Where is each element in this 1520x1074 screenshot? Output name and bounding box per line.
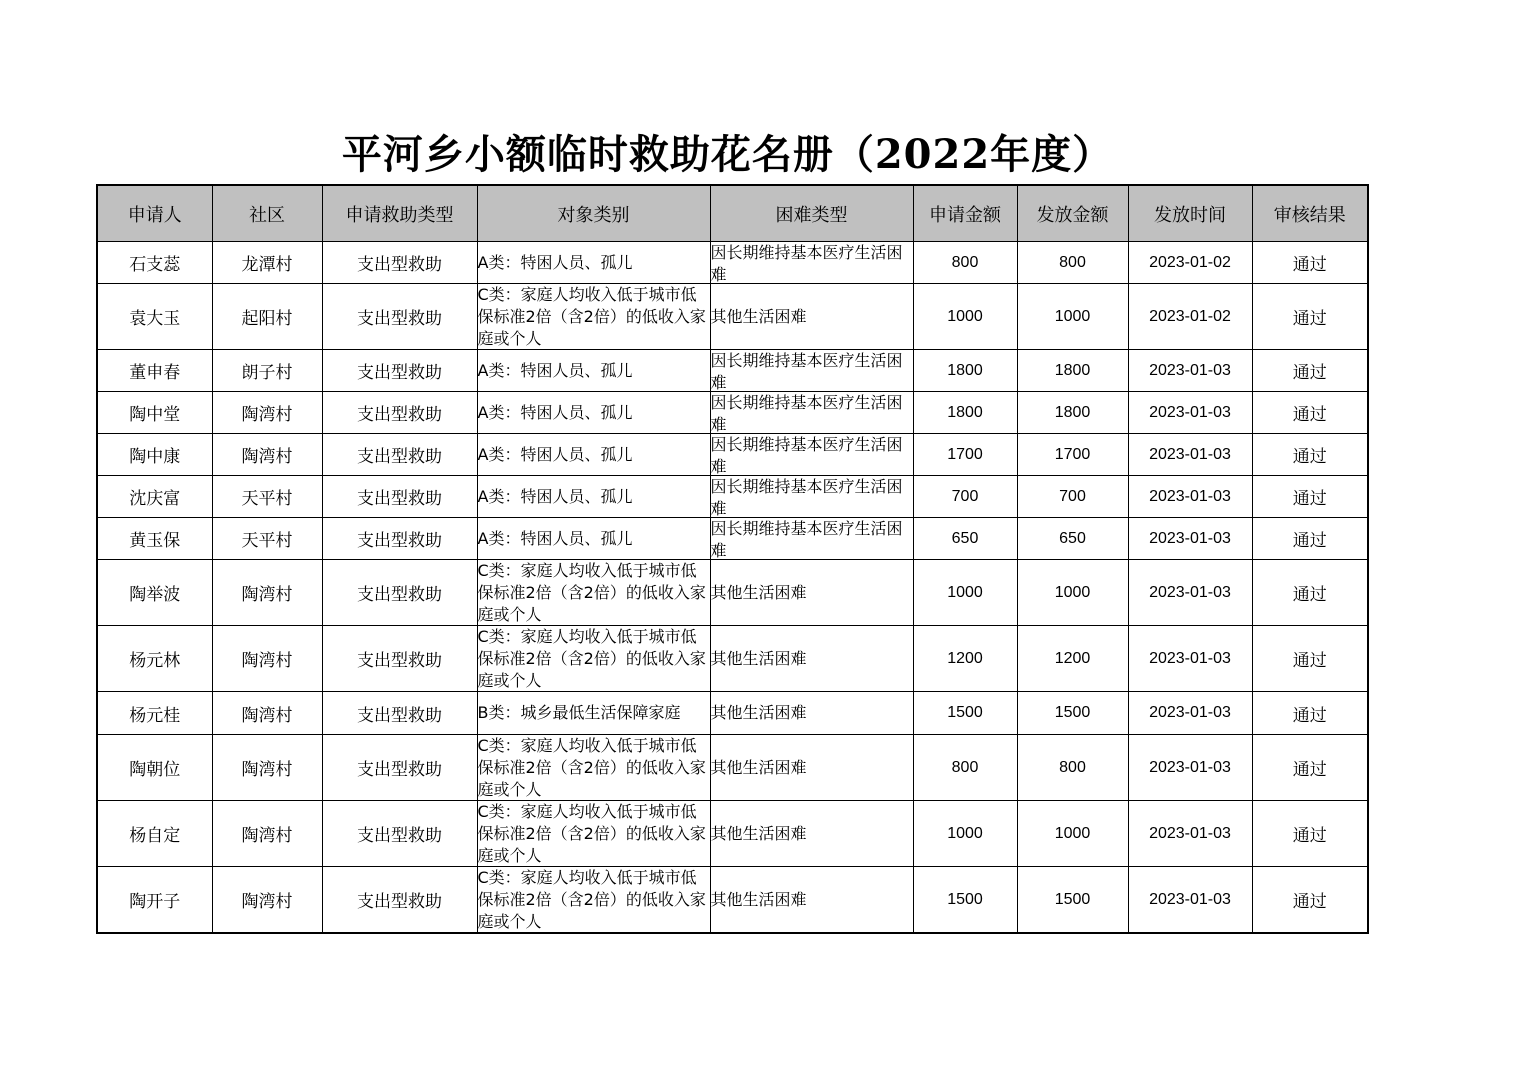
- cell-applicant: 黄玉保: [97, 518, 212, 560]
- cell-community: 陶湾村: [212, 735, 322, 801]
- cell-applicant: 袁大玉: [97, 284, 212, 350]
- cell-paid-amount: 1000: [1017, 560, 1128, 626]
- table-row: [97, 242, 1368, 284]
- cell-category-text: C类：家庭人均收入低于城市低保标准2倍（含2倍）的低收入家庭或个人: [477, 285, 706, 348]
- cell-difficulty: [710, 692, 913, 735]
- cell-difficulty: [710, 518, 913, 560]
- cell-review-result: 通过: [1252, 735, 1368, 801]
- cell-community: 龙潭村: [212, 242, 322, 284]
- cell-difficulty-text: 其他生活困难: [710, 823, 807, 843]
- cell-category-text: C类：家庭人均收入低于城市低保标准2倍（含2倍）的低收入家庭或个人: [477, 561, 706, 624]
- cell-category: [477, 735, 710, 801]
- cell-category: [477, 692, 710, 735]
- cell-review-result: 通过: [1252, 518, 1368, 560]
- header-review-result: 审核结果: [1252, 185, 1368, 242]
- cell-applied-amount: 650: [913, 518, 1017, 560]
- cell-aid-type: 支出型救助: [322, 626, 477, 692]
- cell-review-result: 通过: [1252, 626, 1368, 692]
- cell-category-text: A类：特困人员、孤儿: [477, 486, 633, 506]
- cell-aid-type: 支出型救助: [322, 434, 477, 476]
- relief-roster-table: [96, 184, 1369, 934]
- cell-paid-amount: 800: [1017, 242, 1128, 284]
- cell-difficulty-text: 其他生活困难: [710, 889, 807, 909]
- cell-review-result: 通过: [1252, 434, 1368, 476]
- cell-difficulty-text: 其他生活困难: [710, 757, 807, 777]
- cell-paid-amount: 1500: [1017, 692, 1128, 735]
- cell-difficulty: [710, 867, 913, 934]
- cell-aid-type: 支出型救助: [322, 560, 477, 626]
- cell-community: 陶湾村: [212, 692, 322, 735]
- cell-category: [477, 476, 710, 518]
- cell-review-result: 通过: [1252, 392, 1368, 434]
- cell-community: 陶湾村: [212, 434, 322, 476]
- cell-paid-date: 2023-01-03: [1128, 392, 1252, 434]
- cell-category: [477, 392, 710, 434]
- cell-difficulty: [710, 242, 913, 284]
- table-row: [97, 434, 1368, 476]
- cell-community: 陶湾村: [212, 801, 322, 867]
- header-category: 对象类别: [477, 185, 710, 242]
- cell-paid-date: 2023-01-03: [1128, 867, 1252, 934]
- cell-aid-type: 支出型救助: [322, 284, 477, 350]
- cell-paid-amount: 1800: [1017, 392, 1128, 434]
- cell-applicant: 陶中康: [97, 434, 212, 476]
- cell-applied-amount: 800: [913, 242, 1017, 284]
- header-community: 社区: [212, 185, 322, 242]
- header-paid-amount: 发放金额: [1017, 185, 1128, 242]
- cell-applied-amount: 1000: [913, 284, 1017, 350]
- cell-paid-date: 2023-01-03: [1128, 735, 1252, 801]
- table-row: [97, 560, 1368, 626]
- cell-applicant: 董申春: [97, 350, 212, 392]
- cell-category: [477, 801, 710, 867]
- cell-applicant: 杨自定: [97, 801, 212, 867]
- cell-category-text: A类：特困人员、孤儿: [477, 252, 633, 272]
- cell-difficulty-text: 因长期维持基本医疗生活困难: [710, 243, 903, 283]
- cell-applied-amount: 1000: [913, 801, 1017, 867]
- cell-review-result: 通过: [1252, 350, 1368, 392]
- cell-applied-amount: 1700: [913, 434, 1017, 476]
- table-row: [97, 350, 1368, 392]
- cell-aid-type: 支出型救助: [322, 867, 477, 934]
- cell-review-result: 通过: [1252, 867, 1368, 934]
- cell-review-result: 通过: [1252, 476, 1368, 518]
- cell-review-result: 通过: [1252, 284, 1368, 350]
- table-row: [97, 518, 1368, 560]
- cell-community: 天平村: [212, 476, 322, 518]
- cell-difficulty-text: 其他生活困难: [710, 648, 807, 668]
- cell-paid-amount: 1700: [1017, 434, 1128, 476]
- cell-applied-amount: 800: [913, 735, 1017, 801]
- cell-category: [477, 350, 710, 392]
- cell-review-result: 通过: [1252, 801, 1368, 867]
- cell-difficulty: [710, 560, 913, 626]
- cell-category: [477, 284, 710, 350]
- cell-difficulty: [710, 476, 913, 518]
- cell-applied-amount: 1800: [913, 392, 1017, 434]
- cell-paid-date: 2023-01-03: [1128, 476, 1252, 518]
- cell-applied-amount: 1800: [913, 350, 1017, 392]
- cell-applicant: 石支蕊: [97, 242, 212, 284]
- cell-category-text: C类：家庭人均收入低于城市低保标准2倍（含2倍）的低收入家庭或个人: [477, 802, 706, 865]
- cell-applied-amount: 1200: [913, 626, 1017, 692]
- cell-category-text: C类：家庭人均收入低于城市低保标准2倍（含2倍）的低收入家庭或个人: [477, 868, 706, 931]
- cell-applicant: 陶开子: [97, 867, 212, 934]
- cell-paid-amount: 1000: [1017, 284, 1128, 350]
- cell-difficulty: [710, 434, 913, 476]
- cell-category: [477, 518, 710, 560]
- cell-paid-date: 2023-01-02: [1128, 242, 1252, 284]
- table-header-row: [97, 185, 1368, 242]
- cell-category-text: C类：家庭人均收入低于城市低保标准2倍（含2倍）的低收入家庭或个人: [477, 627, 706, 690]
- cell-difficulty: [710, 801, 913, 867]
- cell-applied-amount: 700: [913, 476, 1017, 518]
- header-difficulty: 困难类型: [710, 185, 913, 242]
- cell-applicant: 杨元林: [97, 626, 212, 692]
- cell-category-text: C类：家庭人均收入低于城市低保标准2倍（含2倍）的低收入家庭或个人: [477, 736, 706, 799]
- cell-category-text: A类：特困人员、孤儿: [477, 528, 633, 548]
- cell-paid-date: 2023-01-03: [1128, 350, 1252, 392]
- cell-aid-type: 支出型救助: [322, 801, 477, 867]
- cell-review-result: 通过: [1252, 560, 1368, 626]
- cell-difficulty: [710, 735, 913, 801]
- cell-paid-date: 2023-01-03: [1128, 692, 1252, 735]
- cell-applicant: 陶举波: [97, 560, 212, 626]
- page-title: 平河乡小额临时救助花名册（2022年度）: [341, 131, 1114, 178]
- cell-category: [477, 560, 710, 626]
- cell-difficulty-text: 其他生活困难: [710, 582, 807, 602]
- cell-review-result: 通过: [1252, 242, 1368, 284]
- cell-paid-date: 2023-01-03: [1128, 518, 1252, 560]
- cell-applicant: 陶朝位: [97, 735, 212, 801]
- cell-aid-type: 支出型救助: [322, 350, 477, 392]
- header-applicant: 申请人: [97, 185, 212, 242]
- cell-category: [477, 434, 710, 476]
- cell-paid-date: 2023-01-02: [1128, 284, 1252, 350]
- cell-difficulty-text: 因长期维持基本医疗生活困难: [710, 393, 903, 433]
- cell-aid-type: 支出型救助: [322, 735, 477, 801]
- cell-difficulty: [710, 284, 913, 350]
- table-row: [97, 392, 1368, 434]
- cell-community: 起阳村: [212, 284, 322, 350]
- cell-paid-date: 2023-01-03: [1128, 434, 1252, 476]
- table-row: [97, 626, 1368, 692]
- cell-applicant: 沈庆富: [97, 476, 212, 518]
- cell-aid-type: 支出型救助: [322, 242, 477, 284]
- cell-difficulty-text: 因长期维持基本医疗生活困难: [710, 477, 903, 517]
- cell-difficulty: [710, 350, 913, 392]
- cell-aid-type: 支出型救助: [322, 476, 477, 518]
- cell-paid-amount: 1500: [1017, 867, 1128, 934]
- cell-paid-amount: 1000: [1017, 801, 1128, 867]
- header-aid-type: 申请救助类型: [322, 185, 477, 242]
- table-row: [97, 476, 1368, 518]
- cell-difficulty-text: 因长期维持基本医疗生活困难: [710, 351, 903, 391]
- cell-difficulty: [710, 392, 913, 434]
- header-applied-amount: 申请金额: [913, 185, 1017, 242]
- cell-difficulty: [710, 626, 913, 692]
- cell-applicant: 杨元桂: [97, 692, 212, 735]
- table-row: [97, 801, 1368, 867]
- cell-category: [477, 242, 710, 284]
- cell-category-text: A类：特困人员、孤儿: [477, 444, 633, 464]
- cell-aid-type: 支出型救助: [322, 692, 477, 735]
- cell-category: [477, 626, 710, 692]
- table-row: [97, 867, 1368, 934]
- cell-paid-amount: 700: [1017, 476, 1128, 518]
- cell-difficulty-text: 因长期维持基本医疗生活困难: [710, 435, 903, 475]
- table-row: [97, 692, 1368, 735]
- cell-community: 陶湾村: [212, 560, 322, 626]
- cell-community: 陶湾村: [212, 392, 322, 434]
- cell-applied-amount: 1500: [913, 692, 1017, 735]
- cell-community: 天平村: [212, 518, 322, 560]
- cell-aid-type: 支出型救助: [322, 392, 477, 434]
- cell-category-text: A类：特困人员、孤儿: [477, 402, 633, 422]
- cell-applied-amount: 1500: [913, 867, 1017, 934]
- cell-paid-amount: 1800: [1017, 350, 1128, 392]
- cell-paid-amount: 800: [1017, 735, 1128, 801]
- cell-applicant: 陶中堂: [97, 392, 212, 434]
- table-row: [97, 735, 1368, 801]
- cell-community: 朗子村: [212, 350, 322, 392]
- cell-applied-amount: 1000: [913, 560, 1017, 626]
- header-paid-date: 发放时间: [1128, 185, 1252, 242]
- cell-paid-amount: 1200: [1017, 626, 1128, 692]
- cell-paid-date: 2023-01-03: [1128, 801, 1252, 867]
- cell-difficulty-text: 其他生活困难: [710, 306, 807, 326]
- cell-paid-date: 2023-01-03: [1128, 626, 1252, 692]
- cell-review-result: 通过: [1252, 692, 1368, 735]
- table-row: [97, 284, 1368, 350]
- cell-paid-amount: 650: [1017, 518, 1128, 560]
- cell-difficulty-text: 因长期维持基本医疗生活困难: [710, 519, 903, 559]
- cell-category: [477, 867, 710, 934]
- cell-category-text: B类：城乡最低生活保障家庭: [477, 703, 681, 722]
- cell-category-text: A类：特困人员、孤儿: [477, 360, 633, 380]
- cell-aid-type: 支出型救助: [322, 518, 477, 560]
- cell-difficulty-text: 其他生活困难: [710, 703, 807, 722]
- cell-paid-date: 2023-01-03: [1128, 560, 1252, 626]
- cell-community: 陶湾村: [212, 867, 322, 934]
- cell-community: 陶湾村: [212, 626, 322, 692]
